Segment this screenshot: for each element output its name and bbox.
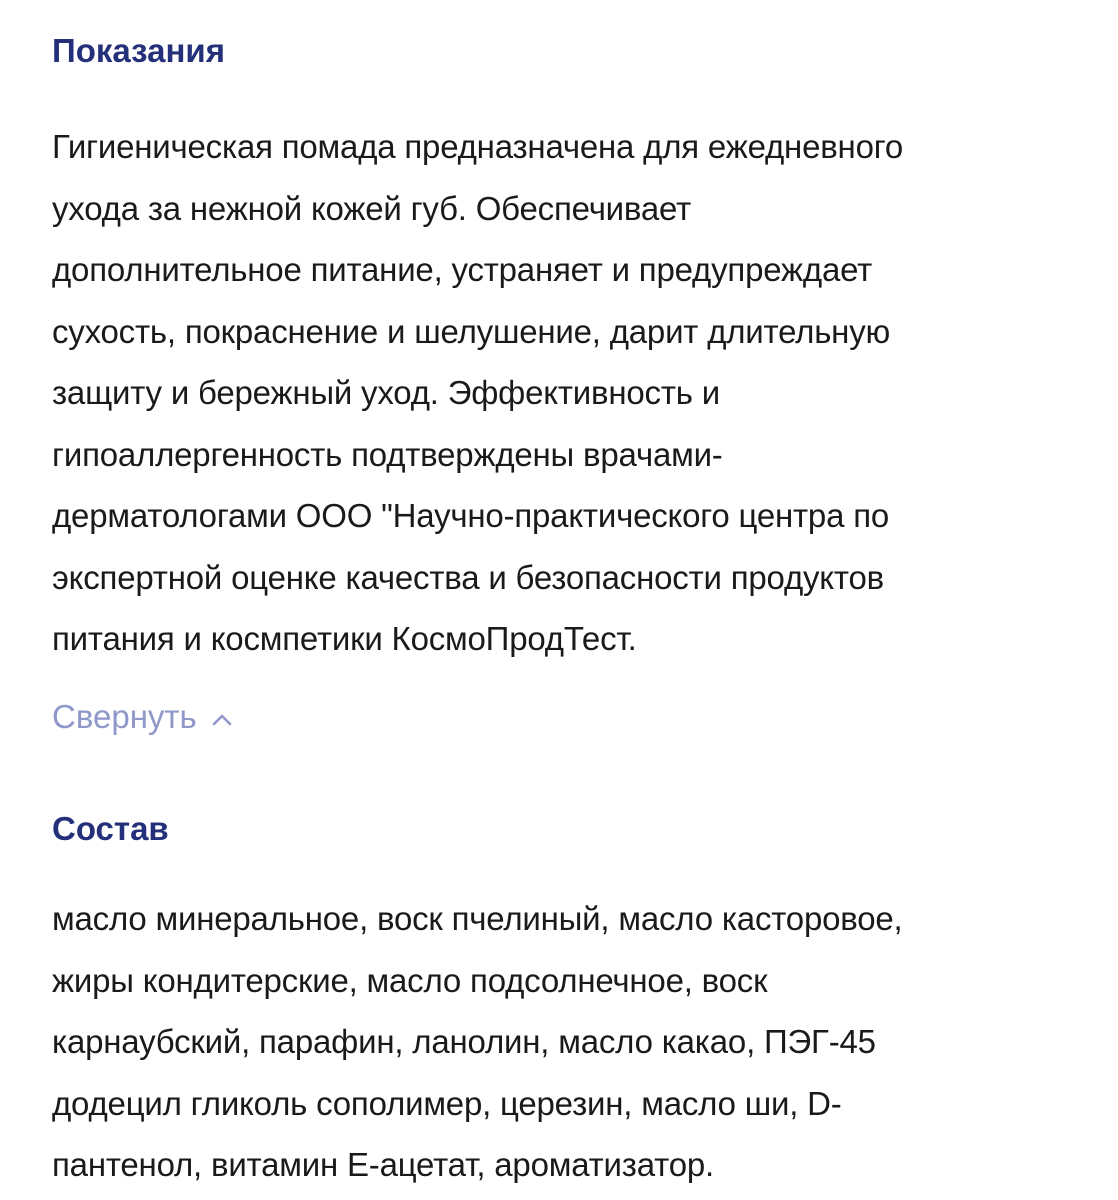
indications-line: ухода за нежной кожей губ. Обеспечивает — [52, 189, 692, 227]
collapse-button[interactable] — [52, 694, 233, 740]
composition-section — [52, 806, 1072, 1196]
indications-line: дерматологами ООО "Научно-практического центра по — [52, 497, 890, 534]
collapse-label: Свернуть — [52, 697, 197, 735]
composition-line: пантенол, витамин Е-ацетат, ароматизатор. — [52, 1146, 714, 1183]
indications-line: сухость, покраснение и шелушение, дарит длительную — [52, 312, 891, 350]
composition-line: масло минеральное, воск пчелиный, масло касторовое, — [52, 900, 903, 937]
indications-line: Гигиеническая помада предназначена для ежедневного — [52, 128, 903, 165]
indications-line: защиту и бережный уход. Эффективность и — [52, 374, 720, 411]
chevron-up-icon — [211, 709, 233, 731]
composition-line: карнаубский, парафин, ланолин, масло какао, ПЭГ-45 — [52, 1023, 876, 1060]
indications-line: экспертной оценке качества и безопасности продуктов — [52, 558, 884, 596]
composition-heading: Состав — [52, 810, 169, 847]
indications-line: питания и космпетики КосмоПродТест. — [52, 620, 637, 657]
indications-line: дополнительное питание, устраняет и предупреждает — [52, 251, 873, 288]
indications-text — [52, 116, 1072, 670]
composition-text — [52, 888, 1072, 1196]
composition-line: жиры кондитерские, масло подсолнечное, воск — [52, 961, 768, 999]
composition-line: додецил гликоль сополимер, церезин, масло ши, D- — [52, 1084, 842, 1122]
indications-section — [52, 28, 1072, 740]
indications-heading: Показания — [52, 32, 225, 69]
indications-line: гипоаллергенность подтверждены врачами- — [52, 435, 723, 473]
